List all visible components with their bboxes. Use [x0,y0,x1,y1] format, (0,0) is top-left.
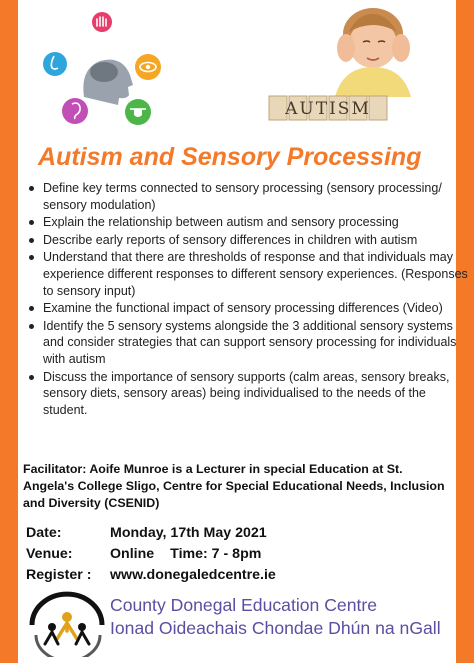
list-item: Define key terms connected to sensory processing (sensory processing/ sensory modulation) [43,180,473,213]
footer [18,583,456,663]
register-label: Register : [26,567,92,583]
letter-block [369,96,387,120]
autism-letter-blocks [268,95,388,121]
bullet-dot [29,306,34,311]
date-row [26,523,446,544]
list-item: Examine the functional impact of sensory processing differences (Video) [43,300,473,317]
venue-row [26,544,446,565]
venue-value: Online [110,546,155,562]
venue-label: Venue: [26,546,73,562]
ear-icon [62,98,88,124]
date-label: Date: [26,525,62,541]
orange-left-border [0,0,18,663]
list-item: Explain the relationship between autism and sensory processing [43,214,473,231]
event-details [26,523,446,586]
autism-blocks-text: AUTISM [285,99,371,119]
bullet-dot [29,255,34,260]
child-covering-ears-photo [305,2,435,97]
list-item: Identify the 5 sensory systems alongside the 3 additional sensory systems and consider strategies that can support sensory processing for individuals with autism [43,318,473,368]
page-title: Autism and Sensory Processing [38,143,422,171]
bullet-dot [29,324,34,329]
bullet-dot [29,220,34,225]
register-link[interactable]: www.donegaledcentre.ie [110,567,276,583]
hand-icon [92,12,112,32]
cdec-logo-icon [26,587,108,657]
nose-icon [43,52,67,76]
tongue-icon [125,99,151,125]
brain-head-icon [83,60,133,105]
sensory-icons-graphic [42,12,167,127]
date-value: Monday, 17th May 2021 [110,525,267,541]
list-item: Describe early reports of sensory differences in children with autism [43,232,473,249]
org-name-irish: Ionad Oideachais Chondae Dhún na nGall [110,618,441,638]
list-item: Understand that there are thresholds of response and that individuals may experience different responses to different sensory experiences. (Responses to sensory input) [43,249,473,299]
org-name-english: County Donegal Education Centre [110,595,378,615]
bullet-dot [29,238,34,243]
bullet-dot [29,186,34,191]
facilitator-info: Facilitator: Aoife Munroe is a Lecturer in special Education at St. Angela's College Sligo, Centre for Special Educational Needs, Inclusion and Diversity (CSENID) [23,462,445,510]
bullet-dot [29,375,34,380]
learning-objectives-list [23,180,473,419]
eye-icon [135,54,161,80]
list-item: Discuss the importance of sensory supports (calm areas, sensory breaks, sensory diets, sensory areas) being individualised to the needs of the student. [43,369,473,419]
time-value: Time: 7 - 8pm [170,546,262,562]
